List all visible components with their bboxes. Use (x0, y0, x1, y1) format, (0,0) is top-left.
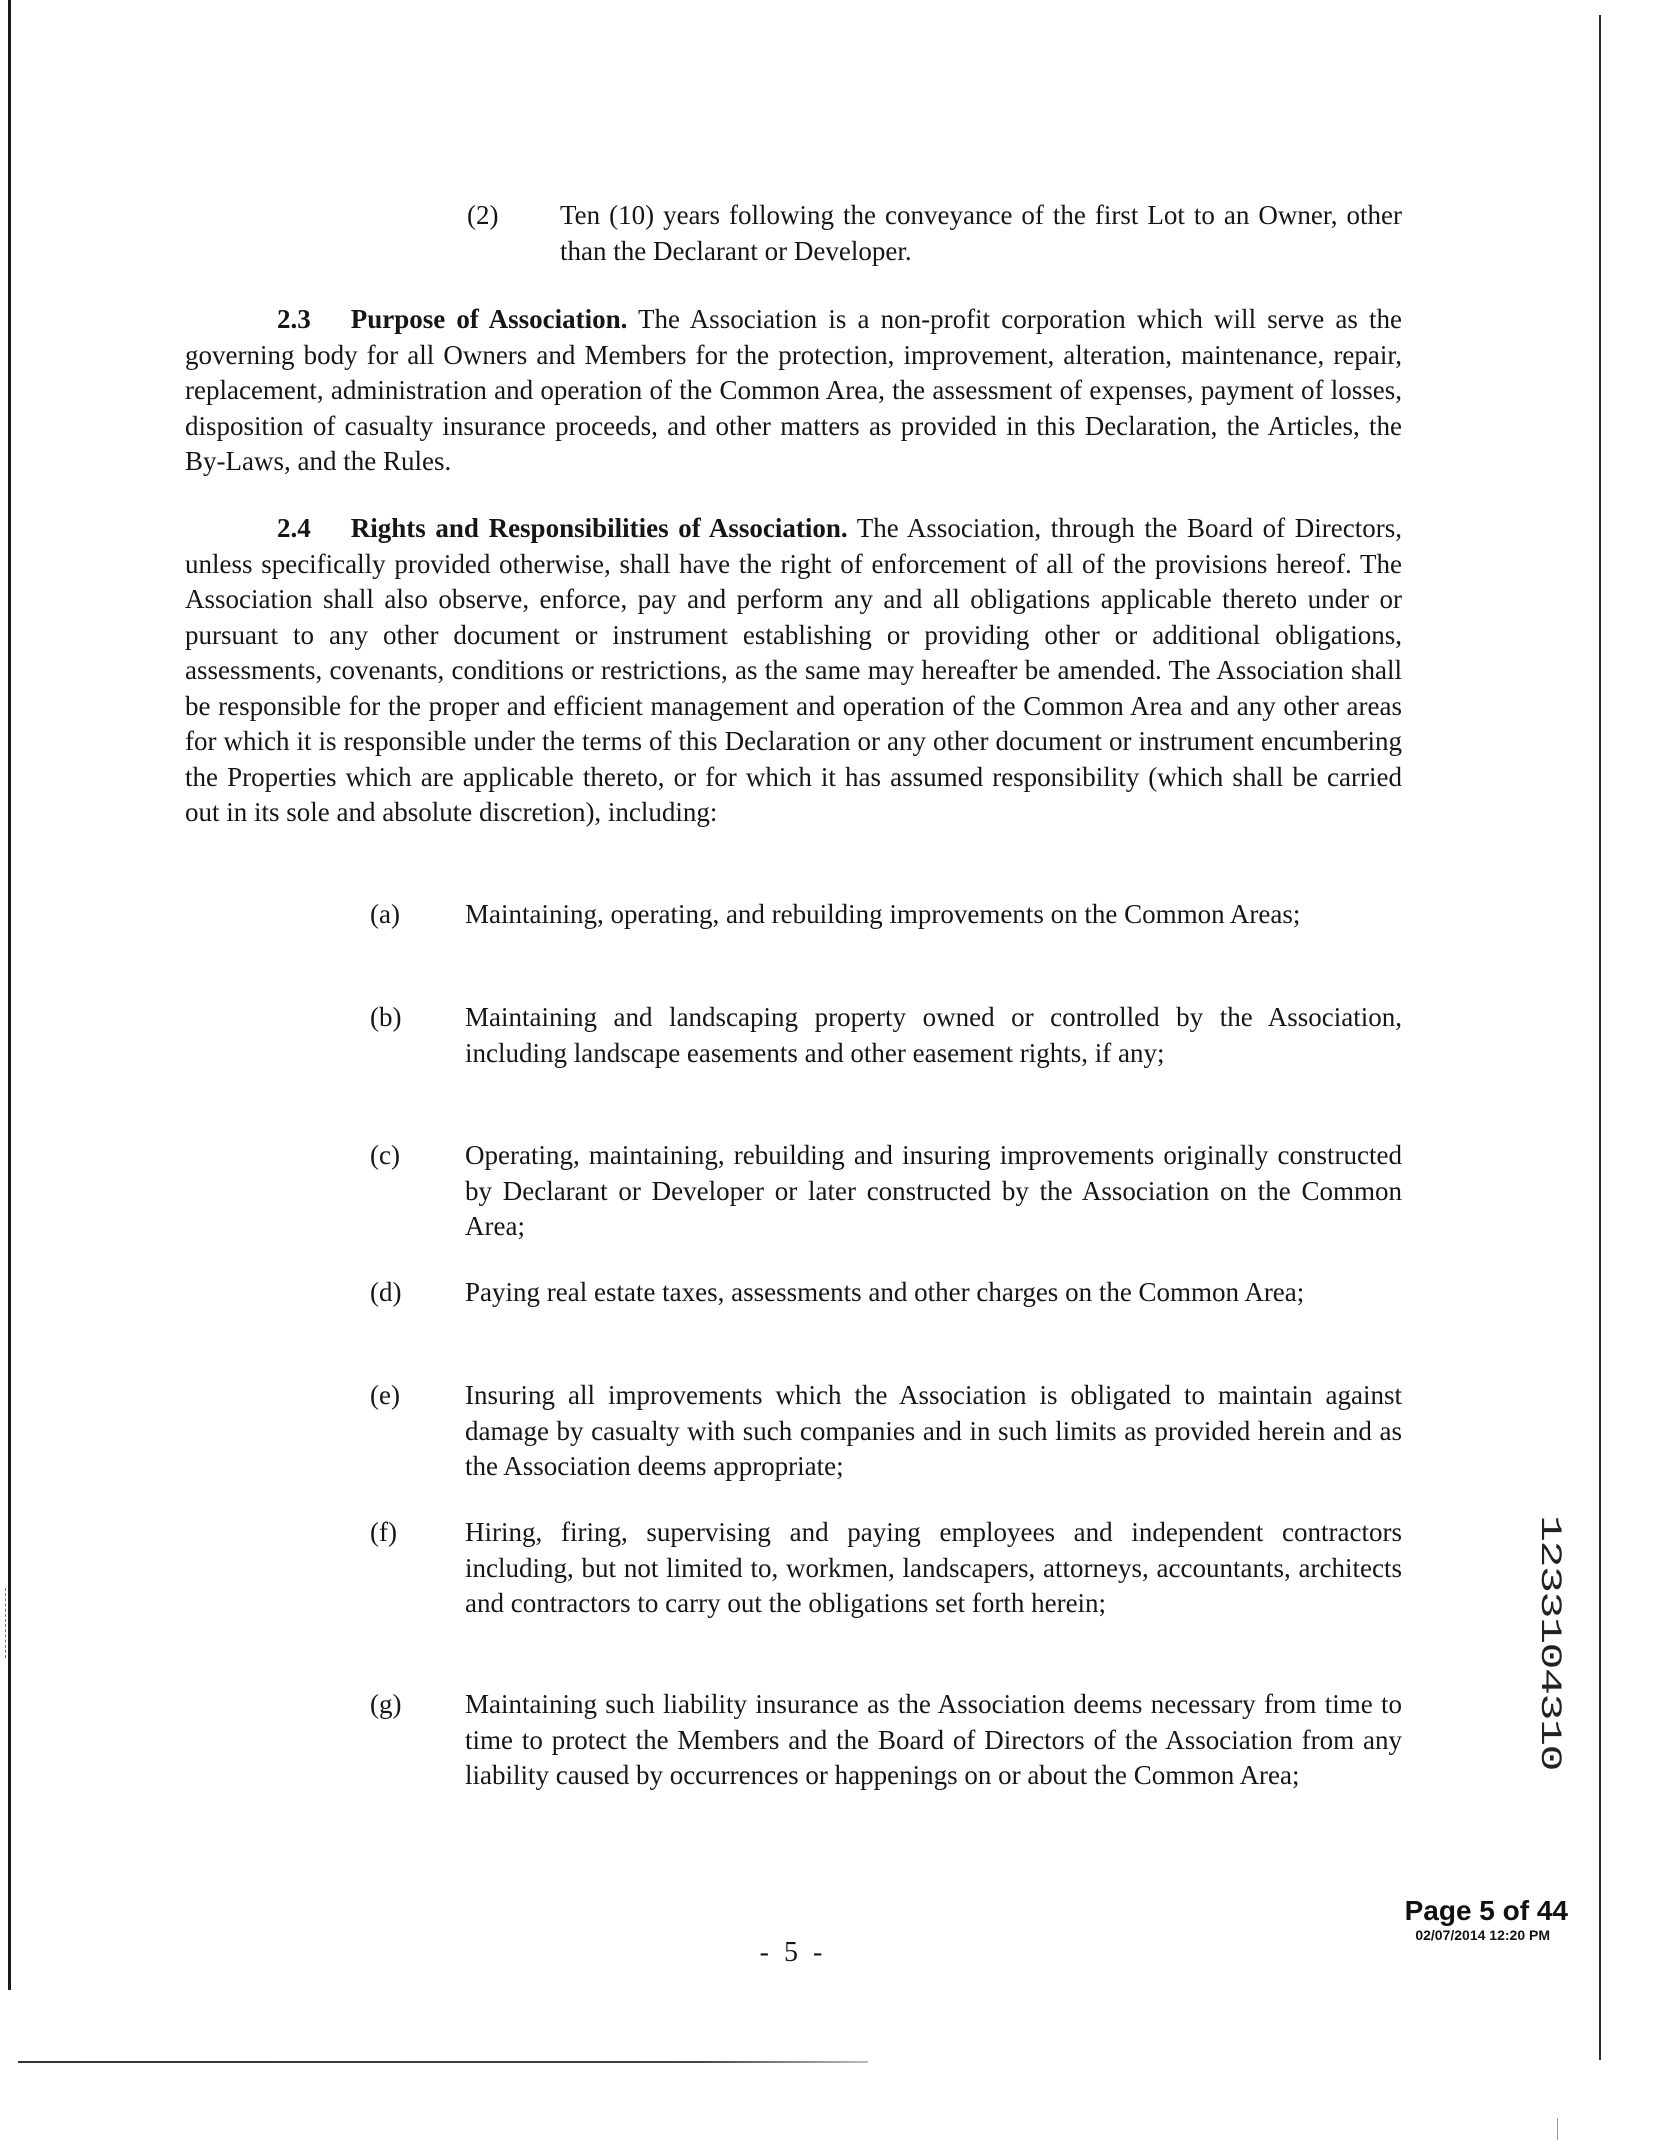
scan-bottom-rule (18, 2061, 868, 2063)
item-g-text: Maintaining such liability insurance as the Association deems necessary from time to time to protect the Members and the Board of Directors of the Association from any liability caused by occurrences or happenings on or about the Common Area; (465, 1689, 1402, 1790)
list-item-text: Ten (10) years following the conveyance of the first Lot to an Owner, other than the Declarant or Developer. (560, 200, 1402, 266)
item-d-text: Paying real estate taxes, assessments and other charges on the Common Area; (465, 1277, 1305, 1307)
item-f-label: (f) (370, 1517, 397, 1547)
scan-edge-right (1599, 15, 1601, 2060)
item-a-label: (a) (370, 899, 400, 929)
item-e-label: (e) (370, 1380, 400, 1410)
item-a-text: Maintaining, operating, and rebuilding improvements on the Common Areas; (465, 899, 1301, 929)
section-2-4-number: 2.4 (277, 513, 311, 543)
section-2-3-heading: Purpose of Association. (350, 304, 628, 334)
item-b-text: Maintaining and landscaping property owned or controlled by the Association, including landscape easements and other easement rights, if any; (465, 1002, 1402, 1068)
item-c-label: (c) (370, 1140, 400, 1170)
item-e-text: Insuring all improvements which the Association is obligated to maintain against damage by casualty with such companies and in such limits as provided herein and as the Association deems appropriate; (465, 1380, 1402, 1481)
scan-edge-left (8, 0, 11, 1990)
item-g-label: (g) (370, 1689, 402, 1719)
stamp-timestamp: 02/07/2014 12:20 PM (1415, 1927, 1550, 1943)
margin-document-code (1530, 1515, 1570, 1775)
section-2-4-heading: Rights and Responsibilities of Association. (350, 513, 848, 543)
section-2-3-paragraph (185, 302, 1402, 480)
item-f-text: Hiring, firing, supervising and paying employees and independent contractors including, but not limited to, workmen, landscapers, attorneys, accountants, architects and contractors to carry out the obligations set forth herein; (465, 1517, 1402, 1618)
section-2-4-paragraph (185, 511, 1402, 831)
margin-code-text: 1233104310 (1532, 1515, 1566, 1686)
item-d-label: (d) (370, 1277, 402, 1307)
scan-stray-marks (5, 1588, 7, 1658)
section-2-3-body: The Association is a non-profit corporation which will serve as the governing body for all Owners and Members for the protection, improvement, alteration, maintenance, repair, replacement, administration and operation of the Common Area, the assessment of expenses, payment of losses, disposition of casualty insurance proceeds, and other matters as provided in this Declaration, the Articles, the By-Laws, and the Rules. (185, 304, 1403, 476)
recording-stamp (1388, 1896, 1568, 1944)
item-b-label: (b) (370, 1002, 402, 1032)
scan-tick-mark (1557, 2118, 1558, 2140)
item-c-text: Operating, maintaining, rebuilding and insuring improvements originally constructed by Declarant or Developer or later constructed by the Association on the Common Area; (465, 1140, 1402, 1241)
stamp-page-count: Page 5 of 44 (1404, 1895, 1568, 1926)
section-2-4-body: The Association, through the Board of Directors, unless specifically provided otherwise, shall have the right of enforcement of all of the provisions hereof. The Association shall also observe, enforce, pay and perform any and all obligations applicable thereto under or pursuant to any other document or instrument establishing or providing other or additional obligations, assessments, covenants, conditions or restrictions, as the same may hereafter be amended. The Association shall be responsible for the proper and efficient management and operation of the Common Area and any other areas for which it is responsible under the terms of this Declaration or any other document or instrument encumbering the Properties which are applicable thereto, or for which it has assumed responsibility (which shall be carried out in its sole and absolute discretion), including: (185, 513, 1402, 827)
page-number: - 5 - (759, 1937, 827, 1968)
section-2-3-number: 2.3 (277, 304, 311, 334)
list-item-label: (2) (467, 200, 499, 230)
